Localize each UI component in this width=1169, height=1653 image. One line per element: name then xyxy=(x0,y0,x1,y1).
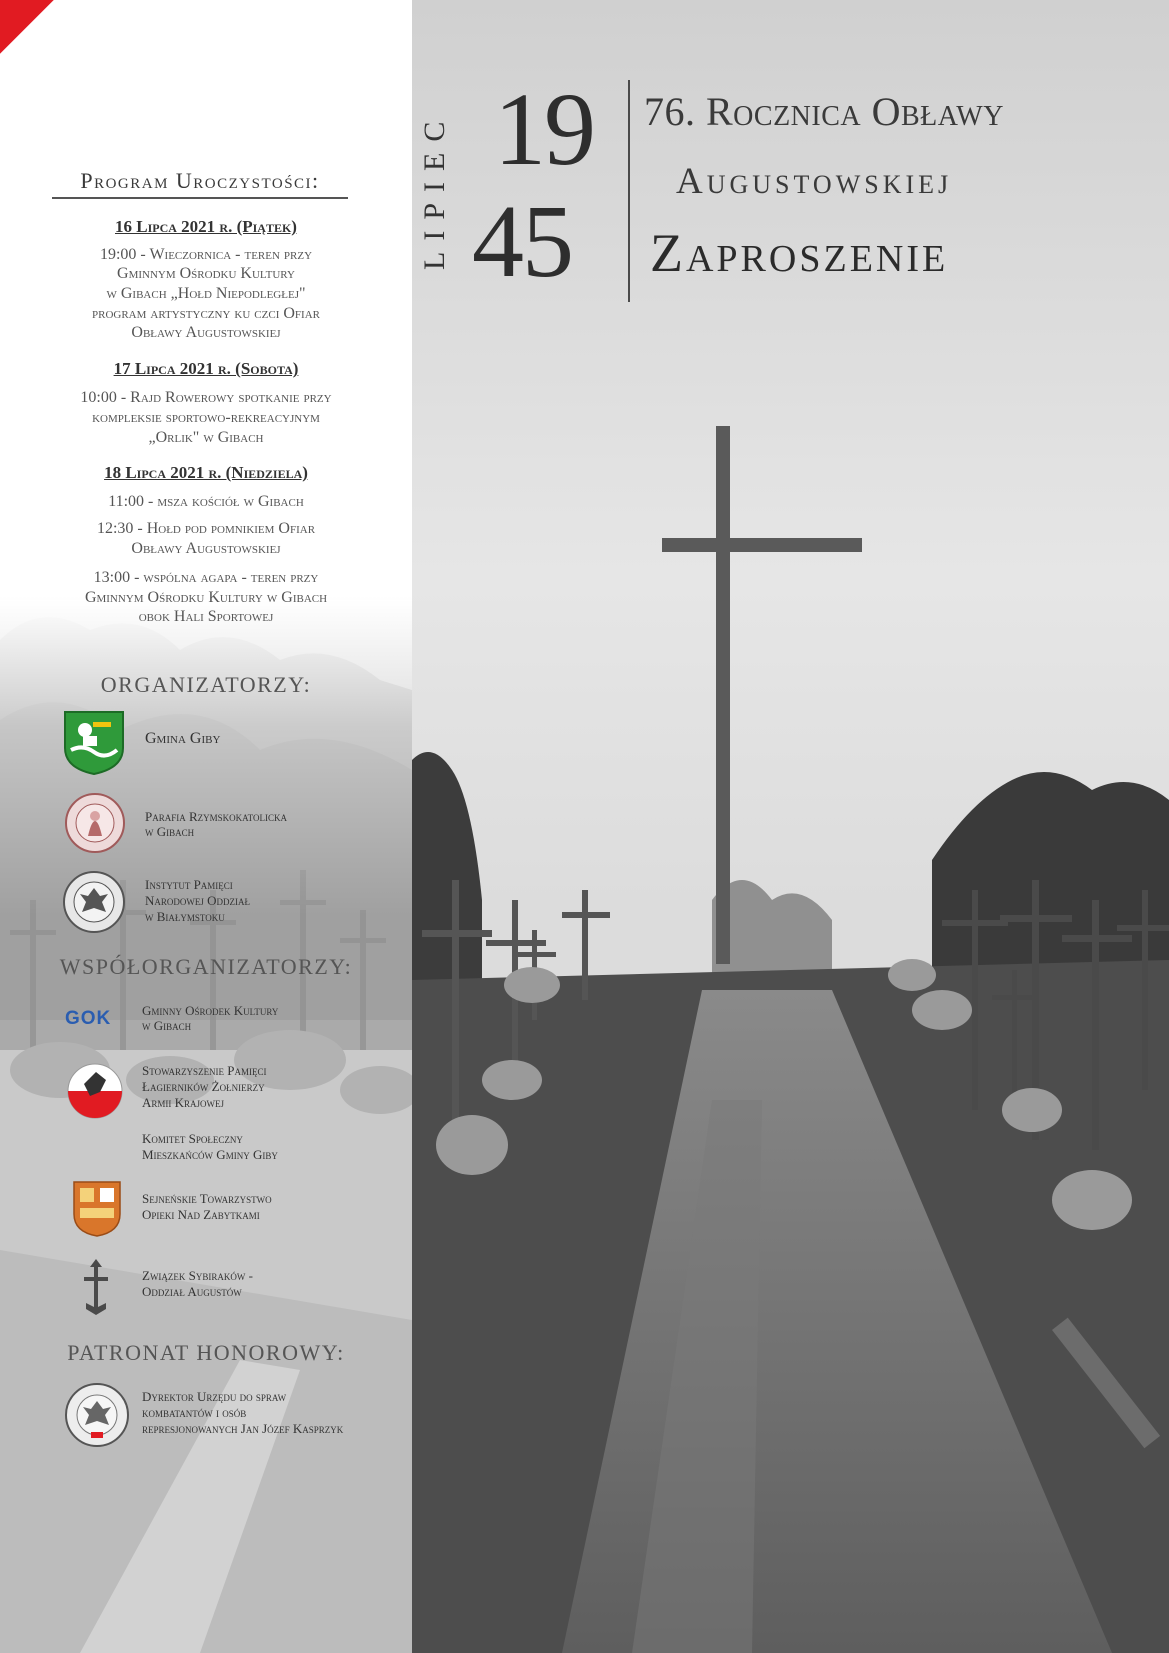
organizer-parish-name-line-2: w Gibach xyxy=(145,824,195,839)
day-2-line-1: 10:00 - Rajd Rowerowy spotkanie przy xyxy=(80,389,332,406)
day-1-line-2: Gminnym Ośrodku Kultury xyxy=(117,265,295,282)
patronage-title: PATRONAT HONOROWY: xyxy=(67,1340,345,1365)
coorganizer-komitet-name-line-1: Komitet Społeczny xyxy=(142,1131,243,1146)
title-divider xyxy=(628,80,630,302)
ipn-eagle-seal-icon xyxy=(62,870,126,934)
year-top-digits: 19 xyxy=(494,72,594,187)
coorganizer-sybiracy-name-line-1: Związek Sybiraków - xyxy=(142,1268,253,1283)
coorganizer-lagiernicy-name-line-3: Armii Krajowej xyxy=(142,1095,225,1110)
patronage-udskior xyxy=(0,1382,412,1452)
organizer-ipn xyxy=(0,868,412,938)
organizer-parish-name-line-1: Parafia Rzymskokatolicka xyxy=(145,809,287,824)
patronage-name-line-3: represjonowanych Jan Józef Kasprzyk xyxy=(142,1421,344,1436)
organizer-ipn-name-line-1: Instytut Pamięci xyxy=(145,877,233,892)
coorganizer-lagiernicy xyxy=(0,1058,412,1128)
day-1-line-3: w Gibach „Hołd Niepodległej" xyxy=(106,285,306,302)
organizer-ipn-name-line-2: Narodowej Oddział xyxy=(145,893,251,908)
title-line-1: 76. Rocznica Obławy xyxy=(644,89,1004,134)
day-3-line-3: Obławy Augustowskiej xyxy=(131,540,281,557)
day-3-line-6: obok Hali Sportowej xyxy=(138,608,274,625)
coorganizer-sejnenskie-name-line-2: Opieki Nad Zabytkami xyxy=(142,1207,260,1222)
month-vertical-label: LIPIEC xyxy=(418,110,451,270)
day-1-line-1: 19:00 - Wieczornica - teren przy xyxy=(99,246,313,263)
day-3-line-1: 11:00 - msza kościół w Gibach xyxy=(108,493,304,510)
day-1-line-5: Obławy Augustowskiej xyxy=(131,324,281,341)
organizers-title: ORGANIZATORZY: xyxy=(100,672,312,697)
coorganizer-lagiernicy-name-line-2: Łagierników Żołnierzy xyxy=(142,1079,265,1094)
day-2-line-3: „Orlik" w Gibach xyxy=(148,429,264,446)
day-2-line-2: kompleksie sportowo-rekreacyjnym xyxy=(92,409,320,426)
coorganizer-lagiernicy-name-line-1: Stowarzyszenie Pamięci xyxy=(142,1063,267,1078)
organizer-gmina-giby xyxy=(0,710,412,780)
day-1-line-4: program artystyczny ku czci Ofiar xyxy=(92,305,320,322)
day-3-line-4: 13:00 - wspólna agapa - teren przy xyxy=(93,569,319,586)
day-3-line-5: Gminnym Ośrodku Kultury w Gibach xyxy=(84,589,328,606)
year-bottom-digits: 45 xyxy=(472,184,572,299)
coorganizer-sybiracy xyxy=(0,1255,412,1325)
organizer-parish xyxy=(0,792,412,862)
day-1-date: 16 Lipca 2021 r. (Piątek) xyxy=(115,217,297,236)
coorganizer-gok-name-line-2: w Gibach xyxy=(142,1018,192,1033)
sejny-coat-of-arms-icon xyxy=(72,1180,122,1238)
coorganizer-sybiracy-name-line-2: Oddział Augustów xyxy=(142,1284,242,1299)
organizer-ipn-name-line-3: w Białymstoku xyxy=(145,909,225,924)
day-3-date: 18 Lipca 2021 r. (Niedziela) xyxy=(104,463,308,482)
patronage-name-line-1: Dyrektor Urzędu do spraw xyxy=(142,1389,287,1404)
gok-logo-icon: GOK xyxy=(65,1008,112,1029)
coorganizer-gok-name-line-1: Gminny Ośrodek Kultury xyxy=(142,1003,279,1018)
udskior-eagle-seal-icon xyxy=(64,1382,130,1448)
coorganizer-komitet-name-line-2: Mieszkańców Gminy Giby xyxy=(142,1147,278,1162)
coorganizer-sejnenskie-name-line-1: Sejneńskie Towarzystwo xyxy=(142,1191,272,1206)
coorganizers-title: WSPÓŁORGANIZATORZY: xyxy=(59,954,353,979)
program-title: Program Uroczystości: xyxy=(52,168,348,199)
program-panel xyxy=(0,0,412,1653)
lagiernicy-badge-icon xyxy=(66,1062,124,1120)
day-2-date: 17 Lipca 2021 r. (Sobota) xyxy=(113,359,299,378)
organizer-gmina-giby-name: Gmina Giby xyxy=(145,730,221,747)
flag-red-stripe xyxy=(0,0,171,67)
giby-coat-of-arms-icon xyxy=(63,710,125,776)
title-line-2: Augustowskiej xyxy=(676,161,953,202)
patronage-name-line-2: kombatantów i osób xyxy=(142,1405,247,1420)
coorganizer-sejnenskie xyxy=(0,1178,412,1248)
sybiracy-cross-badge-icon xyxy=(80,1257,112,1317)
parish-seal-icon xyxy=(64,792,126,854)
title-line-3: Zaproszenie xyxy=(650,223,949,283)
day-3-line-2: 12:30 - Hołd pod pomnikiem Ofiar xyxy=(96,520,316,537)
